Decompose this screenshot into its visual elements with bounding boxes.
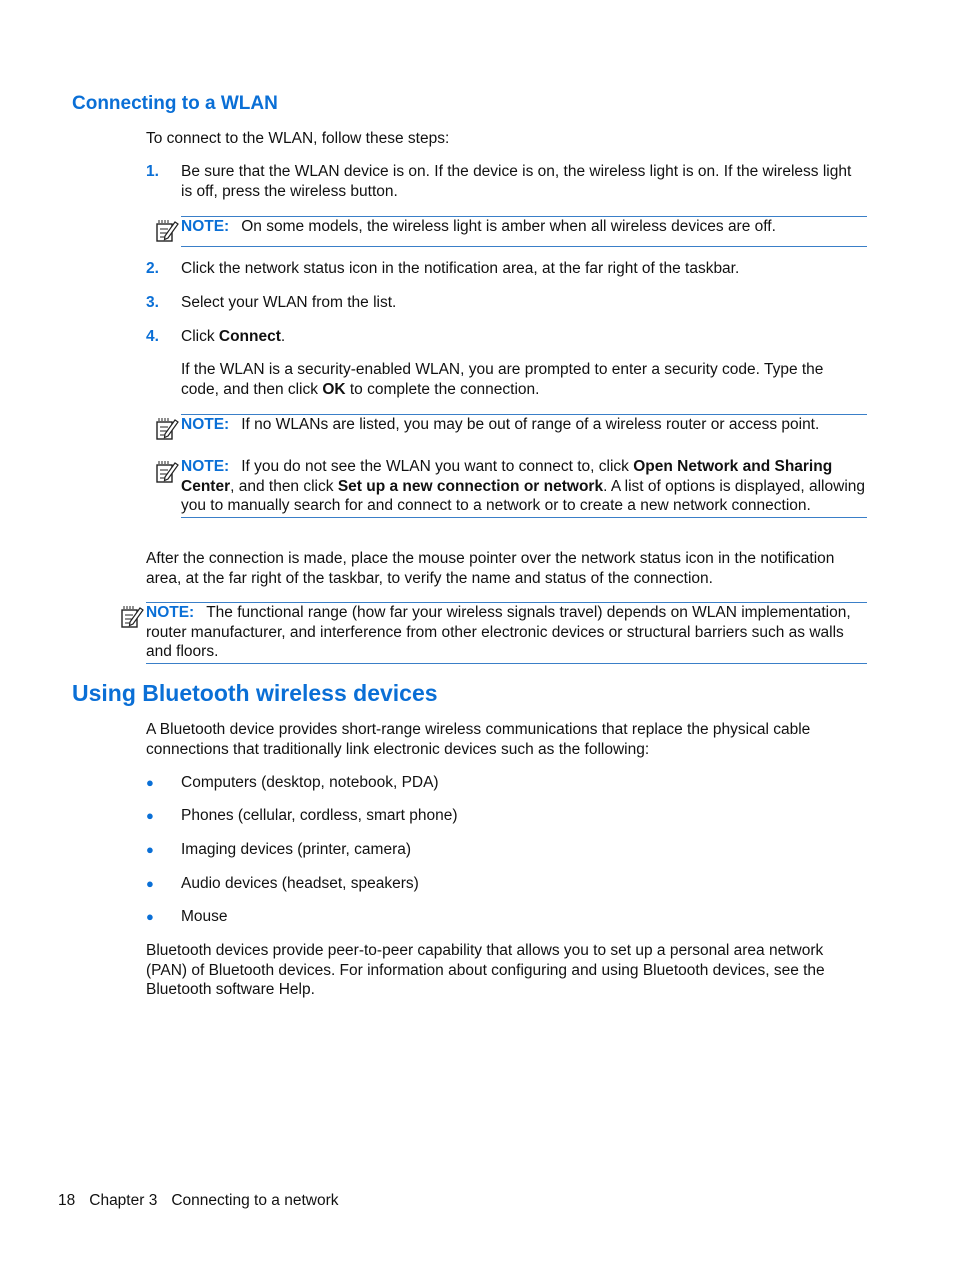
note-text-4: The functional range (how far your wireless signals travel) depends on WLAN implementation, router manufacturer, and interference from other electronic devices or structural barriers such as walls and floors. [146,604,851,660]
step-text-3: Select your WLAN from the list. [181,294,397,311]
page-footer [58,1191,352,1211]
chapter-title: Connecting to a network [171,1192,339,1209]
section-heading-bluetooth: Using Bluetooth wireless devices [72,680,438,706]
step-number-1: 1. [146,163,159,180]
step-text-4: Click Connect. [181,328,286,345]
note-box-3: NOTE: If you do not see the WLAN you want to connect to, click Open Network and Sharing Center, and then click Set up a new connection or network. A list of options is displayed, allowing you to manually search for and connect to a network or to create a new network connection. [181,457,867,518]
bullet-icon: ● [146,842,154,857]
bluetooth-closing: Bluetooth devices provide peer-to-peer capability that allows you to set up a personal area network (PAN) of Bluetooth devices. For information about configuring and using Bluetooth devices, see the Bluetooth software Help. [146,942,825,998]
note-box-2: NOTE: If no WLANs are listed, you may be out of range of a wireless router or access point. [181,414,867,435]
note-icon [120,605,144,629]
step-number-4: 4. [146,328,159,345]
step-number-3: 3. [146,294,159,311]
note-box-4: NOTE: The functional range (how far your wireless signals travel) depends on WLAN implementation, router manufacturer, and interference from other electronic devices or structural barriers such as walls and floors. [146,602,867,664]
note-text-2: If no WLANs are listed, you may be out of range of a wireless router or access point. [241,416,820,433]
note-icon [155,219,179,243]
step-text-1: Be sure that the WLAN device is on. If the device is on, the wireless light is on. If the wireless light is off, press the wireless button. [181,163,852,200]
wlan-intro: To connect to the WLAN, follow these steps: [146,130,450,147]
step-4-detail: If the WLAN is a security-enabled WLAN, you are prompted to enter a security code. Type the code, and then click OK to complete the connection. [181,361,824,398]
note-label: NOTE: [181,218,230,235]
bluetooth-intro: A Bluetooth device provides short-range wireless communications that replace the physical cable connections that traditionally link electronic devices such as the following: [146,721,811,758]
note-text-1: On some models, the wireless light is amber when all wireless devices are off. [241,218,776,235]
list-item: Audio devices (headset, speakers) [181,875,419,892]
note-icon [155,460,179,484]
note-icon [155,417,179,441]
list-item: Imaging devices (printer, camera) [181,841,412,858]
chapter-label: Chapter 3 [89,1192,158,1209]
section-heading-wlan: Connecting to a WLAN [72,93,278,114]
bullet-icon: ● [146,876,154,891]
bullet-icon: ● [146,808,154,823]
step-text-2: Click the network status icon in the notification area, at the far right of the taskbar. [181,260,740,277]
list-item: Phones (cellular, cordless, smart phone) [181,807,458,824]
bullet-icon: ● [146,775,154,790]
bullet-icon: ● [146,909,154,924]
list-item: Mouse [181,908,228,925]
step-number-2: 2. [146,260,159,277]
page-number: 18 [58,1192,76,1209]
note-box-1 [181,216,867,247]
after-connection-text: After the connection is made, place the mouse pointer over the network status icon in the notification area, at the far right of the taskbar, to verify the name and status of the connection. [146,550,835,587]
list-item: Computers (desktop, notebook, PDA) [181,774,439,791]
